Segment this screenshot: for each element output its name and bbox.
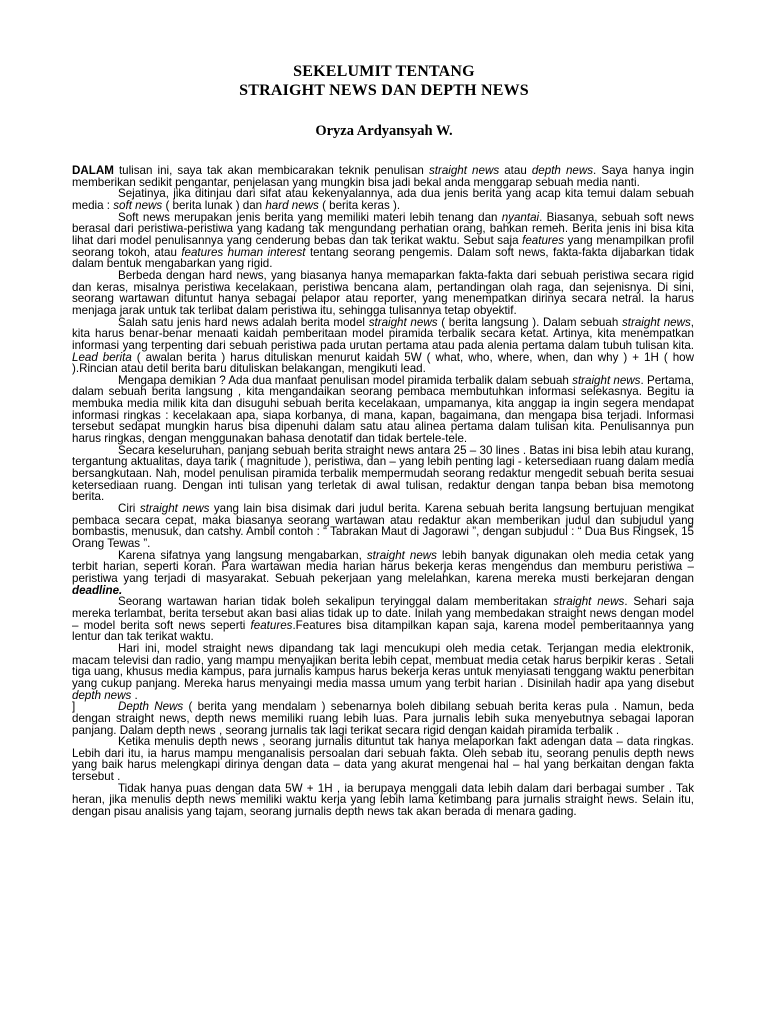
text-span: , kita harus benar-benar menaati kaidah pemberitaan model piramida terbalik secara ketat. Artinya, kita menempatkan informasi yang terpenting dari sebuah peristiwa pada urutan pertama atau pada alenia pertama dalam tubuh tulisan kita. xyxy=(72,315,694,352)
text-span: ( berita keras ). xyxy=(318,198,401,212)
italic-term: straight news xyxy=(368,315,438,329)
paragraph-2 xyxy=(72,188,694,211)
italic-term: Lead berita xyxy=(72,350,132,364)
italic-term: Depth News xyxy=(118,700,184,714)
text-span: ( berita lunak ) dan xyxy=(162,198,266,212)
text-span: Soft news merupakan jenis berita yang memiliki materi lebih tenang dan xyxy=(118,210,502,224)
italic-term: features human interest xyxy=(181,245,306,259)
italic-term: straight news xyxy=(428,164,500,177)
text-span: .Features bisa ditampilkan kapan saja, karena model pemberitaannya yang lentur dan tak terikat waktu. xyxy=(72,618,695,644)
text-span: Secara keseluruhan, panjang sebuah berita straight news antara 25 – 30 lines . Batas ini bisa lebih atau kurang, tergantung aktualitas, daya tarik ( magnitude ), peristiwa, dan – yang lebih penting lagi - ketersediaan ruang dalam media bersangkutaan. Nah, model penulisan piramida terbalik mempermudah seorang redaktur mengedit sebuah berita sesuai ketersediaan ruang. Dengan inti tulisan yang terletak di awal tulisan, redaktur dengan tanpa beban bisa memotong berita. xyxy=(72,443,694,504)
italic-term: straight news xyxy=(553,595,625,609)
paragraph-1 xyxy=(72,165,694,188)
paragraph-14 xyxy=(72,783,694,818)
text-span: yang lain bisa disimak dari judul berita. Karena sebuah berita langsung bertujuan mengikat pembaca secara cepat, maka biasanya seorang wartawan atau redaktur akan memberikan judul dan subjudul yang bombastis, menusuk, dan catshy. Ambil contoh : “ Tabrakan Maut di Jagorawi ”, dengan subjudul : “ Dua Bus Ringsek, 15 Orang Tewas ”. xyxy=(72,502,694,550)
italic-term: depth news xyxy=(72,688,132,702)
paragraph-12 xyxy=(72,701,694,736)
text-span: Sejatinya, jika ditinjau dari sifat atau kekenyalannya, ada dua jenis berita yang acap kita temui dalam sebuah media : xyxy=(72,187,694,212)
text-span: yang menampilkan profil seorang tokoh, atau xyxy=(72,233,694,259)
author-name: Oryza Ardyansyah W. xyxy=(315,123,453,139)
stray-bracket: ] xyxy=(72,700,76,714)
text-span: Seorang wartawan harian tidak boleh sekalipun teryinggal dalam memberitakan xyxy=(118,595,554,609)
text-span: Mengapa demikian ? Ada dua manfaat penulisan model piramida terbalik dalam sebuah xyxy=(118,373,573,387)
paragraph-11 xyxy=(72,643,694,701)
italic-term: soft news xyxy=(113,198,163,212)
italic-term: straight news xyxy=(572,373,641,387)
text-span: tentang seorang pengemis. Dalam soft news, fakta-fakta dijabarkan tidak dalam bentuk mengabarkan yang rigid. xyxy=(72,245,694,271)
text-span: lebih banyak digunakan oleh media cetak yang terbit harian, seperti koran. Para wartawan media harian harus bekerja keras mengendus dan memburu peristiwa – peristiwa yang terjadi di masyarakat. Sebuah pekerjaan yang melelahkan, karena mereka musti berkejaran dengan xyxy=(72,548,694,585)
italic-term: features xyxy=(522,233,565,247)
text-span: . Saya hanya ingin memberikan sedikit pengantar, penjelasan yang mungkin bisa jadi bekal anda menggarap sebuah media nanti. xyxy=(72,164,694,189)
text-span: ( berita yang mendalam ) sebenarnya boleh dibilang sebuah berita keras pula . Namun, beda dengan straight news, depth news memiliki ruang lebih luas. Para jurnalis lebih suka menyebutnya sebagai laporan panjang. Dalam depth news , seorang jurnalis tak lagi terikat secara rigid dengan kaidah piramida terbalik . xyxy=(72,700,694,737)
text-span: . Biasanya, sebuah soft news berasal dari peristiwa-peristiwa yang kadang tak mengundang perhatian orang, bahkan remeh. Berita jenis ini bisa kita lihat dari model penulisannya yang cenderung bebas dan tak terikat waktu. Sebut saja xyxy=(72,210,695,247)
article-body xyxy=(72,165,694,818)
text-span: Ciri xyxy=(118,502,140,516)
text-span: ( awalan berita ) harus dituliskan menurut kaidah 5W ( what, who, where, when, dan why ) + 1H ( how ).Rincian atau detil berita baru dituliskan belakangan, mengikuti lead. xyxy=(72,350,694,376)
text-span: . xyxy=(131,688,138,702)
document-title-line-2: STRAIGHT NEWS DAN DEPTH NEWS xyxy=(239,82,529,99)
paragraph-7 xyxy=(72,445,694,503)
text-span: Ketika menulis depth news , seorang jurnalis dituntut tak hanya melaporkan fakt adengan data – data ringkas. Lebih dari itu, ia harus mampu menganalisis persoalan dari sebuah fakta. Oleh sebab itu, seorang penulis depth news yang baik harus melengkapi dirinya dengan data – data yang akurat mengenai hal – hal yang berkaitan dengan fakta tersebut . xyxy=(72,735,694,784)
paragraph-4 xyxy=(72,270,694,317)
italic-term: nyantai xyxy=(501,210,540,224)
text-span: tulisan ini, saya tak akan membicarakan teknik penulisan xyxy=(113,164,429,177)
italic-term: features xyxy=(250,618,293,632)
document-title-line-1: SEKELUMIT TENTANG xyxy=(293,63,475,80)
italic-term: hard news xyxy=(265,198,319,212)
text-span: Karena sifatnya yang langsung mengabarkan, xyxy=(118,548,367,562)
text-span: Berbeda dengan hard news, yang biasanya hanya memaparkan fakta-fakta dari sebuah peristiwa secara rigid dan keras, misalnya peristiwa kecelakaan, peristiwa bencana alam, pertandingan olah raga, dan sejenisnya. Di sini, seorang wartawan dituntut hanya sebagai pelapor atau reporter, yang menempatkan dirinya secara netral. Ia harus menjaga jarak untuk tak terlibat dalam peristiwa itu, sehingga tulisannya tetap obyektif. xyxy=(72,268,694,317)
text-span: Salah satu jenis hard news adalah berita model xyxy=(118,315,369,329)
italic-term: straight news xyxy=(621,315,691,329)
paragraph-9 xyxy=(72,550,694,597)
paragraph-5 xyxy=(72,317,694,375)
paragraph-10 xyxy=(72,596,694,643)
text-span: ( berita langsung ). Dalam sebuah xyxy=(437,315,622,329)
text-span: Tidak hanya puas dengan data 5W + 1H , ia berupaya menggali data lebih dalam dari berbagai sumber . Tak heran, jika menulis depth news memiliki waktu kerja yang lebih lama ketimbang para jurnalis straight news. Selain itu, dengan pisau analisis yang tajam, seorang jurnalis depth news tak akan berada di menara gading. xyxy=(72,781,694,819)
text-span: atau xyxy=(499,164,532,177)
italic-term: straight news xyxy=(366,548,437,562)
paragraph-8 xyxy=(72,503,694,550)
paragraph-3 xyxy=(72,212,694,270)
italic-term: straight news xyxy=(139,502,210,516)
text-span: . Pertama, dalam sebuah berita langsung , kita mengandaikan seorang pembaca membutuhkan informasi selekasnya. Begitu ia membuka media milik kita dan disuguhi sebuah berita kecelakaan, umpamanya, kita anggap ia ingin segera mendapat informasi ringkas : kecelakaan apa, siapa korbanya, di mana, kapan, bagaimana, dan mengapa bisa terjadi. Informasi tersebut sedapat mungkin harus bisa dipenuhi dalam satu atau alinea pertama dalam tulisan kita. Penulisannya pun harus ringkas, dengan menggunakan bahasa denotatif dan tidak bertele-tele. xyxy=(72,373,694,446)
italic-term: depth news xyxy=(531,164,594,177)
paragraph-6 xyxy=(72,375,694,445)
bold-italic-term: deadline. xyxy=(72,583,123,597)
text-span: . Sehari saja mereka terlambat, berita tersebut akan basi alias tidak up to date. Inilah yang membedakan straight news dengan model – model berita soft news seperti xyxy=(72,595,694,632)
opening-word: DALAM xyxy=(72,164,114,177)
paragraph-13 xyxy=(72,736,694,783)
text-span: Hari ini, model straight news dipandang tak lagi mencukupi oleh media cetak. Terjangan media elektronik, macam televisi dan radio, yang mampu menyajikan berita lebih cepat, membuat media cetak harus berpikir keras . Setali tiga uang, khusus media kampus, para jurnalis kampus harus bekerja keras untuk menyiasati tenggang waktu penerbitan yang cukup panjang. Mereka harus menyaingi media massa umum yang terbit harian . Disinilah hadir apa yang disebut xyxy=(72,641,694,690)
